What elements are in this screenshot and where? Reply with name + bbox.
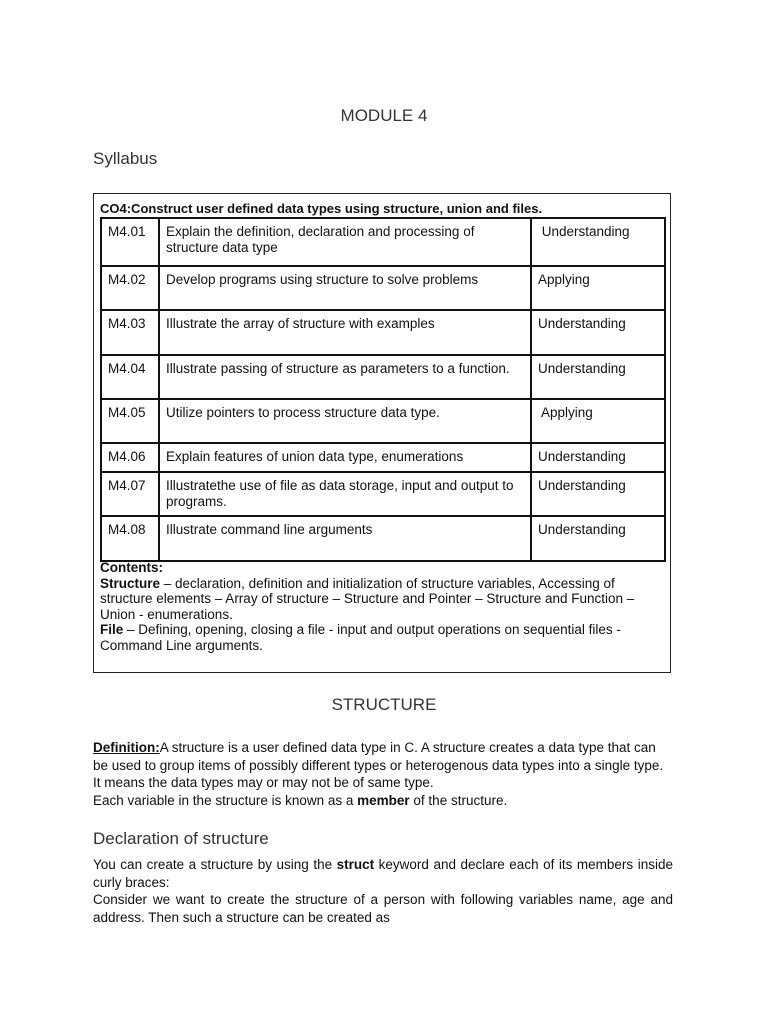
outcome-level: Understanding bbox=[531, 218, 665, 266]
contents-block bbox=[100, 560, 666, 654]
outcome-code: M4.07 bbox=[101, 472, 159, 516]
definition-paragraph bbox=[93, 739, 673, 809]
structure-heading: STRUCTURE bbox=[331, 695, 437, 714]
outcome-description: Illustratethe use of file as data storage, input and output to programs. bbox=[159, 472, 531, 516]
outcome-level: Understanding bbox=[531, 516, 665, 561]
table-row bbox=[101, 310, 665, 355]
definition-label: Definition: bbox=[93, 740, 160, 755]
outcome-code: M4.02 bbox=[101, 266, 159, 310]
outcome-level: Understanding bbox=[531, 355, 665, 399]
table-row bbox=[101, 472, 665, 516]
course-outcome: CO4:Construct user defined data types using structure, union and files. bbox=[100, 201, 543, 216]
outcomes-table bbox=[100, 217, 666, 562]
outcome-description: Explain features of union data type, enumerations bbox=[159, 443, 531, 472]
outcome-code: M4.04 bbox=[101, 355, 159, 399]
table-row bbox=[101, 355, 665, 399]
declaration-text-start: You can create a structure by using the bbox=[93, 857, 337, 872]
outcome-level: Applying bbox=[531, 399, 665, 443]
outcome-code: M4.06 bbox=[101, 443, 159, 472]
outcome-description: Illustrate command line arguments bbox=[159, 516, 531, 561]
outcome-code: M4.05 bbox=[101, 399, 159, 443]
contents-heading: Contents: bbox=[100, 560, 163, 575]
outcome-description: Illustrate passing of structure as parameters to a function. bbox=[159, 355, 531, 399]
syllabus-box bbox=[93, 193, 671, 673]
file-label: File bbox=[100, 622, 124, 638]
outcome-code: M4.03 bbox=[101, 310, 159, 355]
member-term: member bbox=[357, 792, 410, 808]
outcome-description: Illustrate the array of structure with examples bbox=[159, 310, 531, 355]
declaration-paragraph bbox=[93, 856, 673, 926]
table-row bbox=[101, 266, 665, 310]
table-row bbox=[101, 516, 665, 561]
table-row bbox=[101, 218, 665, 266]
member-sentence-end: of the structure. bbox=[409, 792, 508, 808]
contents-structure bbox=[100, 576, 666, 623]
consider-text: Consider we want to create the structure of a person with following variables name, age and address. Then such a structure can be created as bbox=[93, 892, 673, 925]
file-text: – Defining, opening, closing a file - input and output operations on sequential files - Command Line arguments. bbox=[100, 622, 621, 653]
member-sentence-start: Each variable in the structure is known as a bbox=[93, 792, 358, 808]
contents-file bbox=[100, 622, 666, 653]
outcome-level: Understanding bbox=[531, 443, 665, 472]
outcome-description: Utilize pointers to process structure data type. bbox=[159, 399, 531, 443]
outcome-level: Understanding bbox=[531, 310, 665, 355]
structure-text: – declaration, definition and initialization of structure variables, Accessing of structure elements – Array of structure – Structure and Pointer – Structure and Function – Union - enumerations. bbox=[100, 575, 635, 622]
declaration-heading: Declaration of structure bbox=[93, 829, 269, 848]
definition-text: A structure is a user defined data type in C. A structure creates a data type that can be used to group items of possibly different types or heterogenous data types into a single type. It means the data types may or may not be of same type. bbox=[93, 740, 664, 791]
declaration-text-end: keyword and declare each of its members inside curly braces: bbox=[93, 857, 673, 890]
table-row bbox=[101, 443, 665, 472]
structure-label: Structure bbox=[100, 575, 161, 591]
outcome-code: M4.01 bbox=[101, 218, 159, 266]
table-row bbox=[101, 399, 665, 443]
outcome-level: Applying bbox=[531, 266, 665, 310]
outcome-code: M4.08 bbox=[101, 516, 159, 561]
outcome-description: Explain the definition, declaration and processing of structure data type bbox=[159, 218, 531, 266]
module-title: MODULE 4 bbox=[340, 106, 428, 125]
outcome-description: Develop programs using structure to solve problems bbox=[159, 266, 531, 310]
struct-keyword: struct bbox=[336, 857, 375, 872]
outcome-level: Understanding bbox=[531, 472, 665, 516]
syllabus-heading: Syllabus bbox=[93, 149, 158, 168]
